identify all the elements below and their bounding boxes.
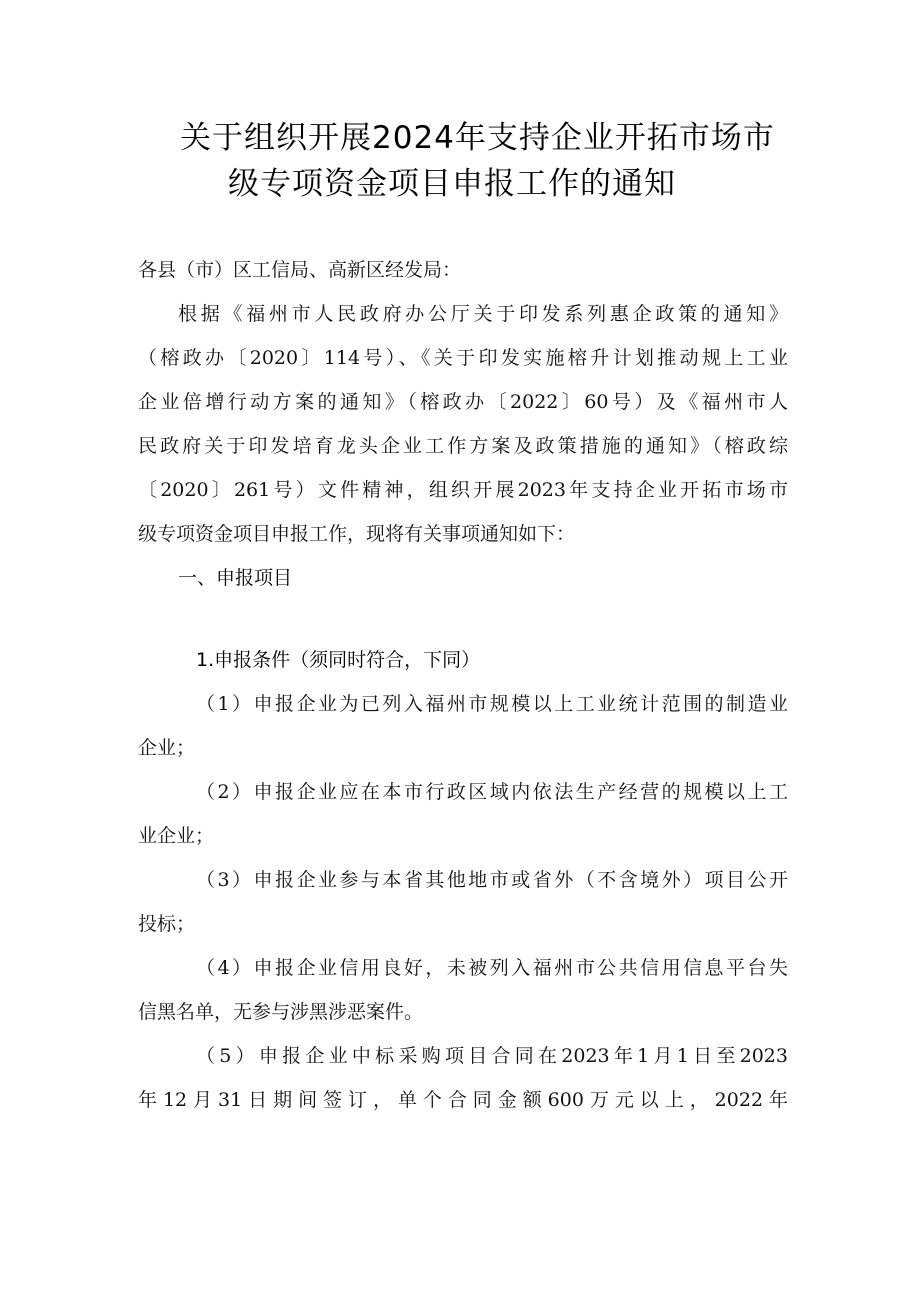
- condition-3-line-1: （3）申报企业参与本省其他地市或省外（不含境外）项目公开: [196, 869, 788, 891]
- intro-line-6: 级专项资金项目申报工作，现将有关事项通知如下：: [138, 523, 576, 545]
- condition-1-line-1: （1）申报企业为已列入福州市规模以上工业统计范围的制造业: [196, 693, 788, 715]
- condition-5-line-2: 年12月31日期间签订，单个合同金额600万元以上，2022年: [138, 1089, 788, 1111]
- intro-line-5: 〔2020〕261号）文件精神，组织开展2023年支持企业开拓市场市: [138, 479, 788, 501]
- intro-line-3: 企业倍增行动方案的通知》（榕政办〔2022〕60号）及《福州市人: [138, 391, 788, 413]
- condition-2-line-2: 业企业；: [138, 825, 215, 847]
- condition-2-line-1: （2）申报企业应在本市行政区域内依法生产经营的规模以上工: [196, 781, 788, 803]
- intro-line-4: 民政府关于印发培育龙头企业工作方案及政策措施的通知》（榕政综: [138, 435, 788, 457]
- condition-4-line-1: （4）申报企业信用良好，未被列入福州市公共信用信息平台失: [196, 957, 788, 979]
- intro-line-2: （榕政办〔2020〕114号）、《关于印发实施榕升计划推动规上工业: [138, 347, 788, 369]
- condition-3-line-2: 投标；: [138, 913, 196, 935]
- subsection-heading: 1.申报条件（须同时符合，下同）: [196, 649, 481, 671]
- intro-line-1: 根据《福州市人民政府办公厅关于印发系列惠企政策的通知》: [178, 303, 788, 325]
- condition-1-line-2: 企业；: [138, 737, 196, 759]
- condition-4-line-2: 信黑名单，无参与涉黑涉恶案件。: [138, 1001, 424, 1023]
- condition-5-line-1: （5）申报企业中标采购项目合同在2023年1月1日至2023: [196, 1045, 788, 1067]
- section-heading: 一、申报项目: [178, 567, 293, 589]
- salutation: 各县（市）区工信局、高新区经发局：: [138, 259, 462, 281]
- document-title-line-2: 级专项资金项目申报工作的通知: [228, 166, 676, 202]
- document-title-line-1: 关于组织开展2024年支持企业开拓市场市: [180, 120, 775, 156]
